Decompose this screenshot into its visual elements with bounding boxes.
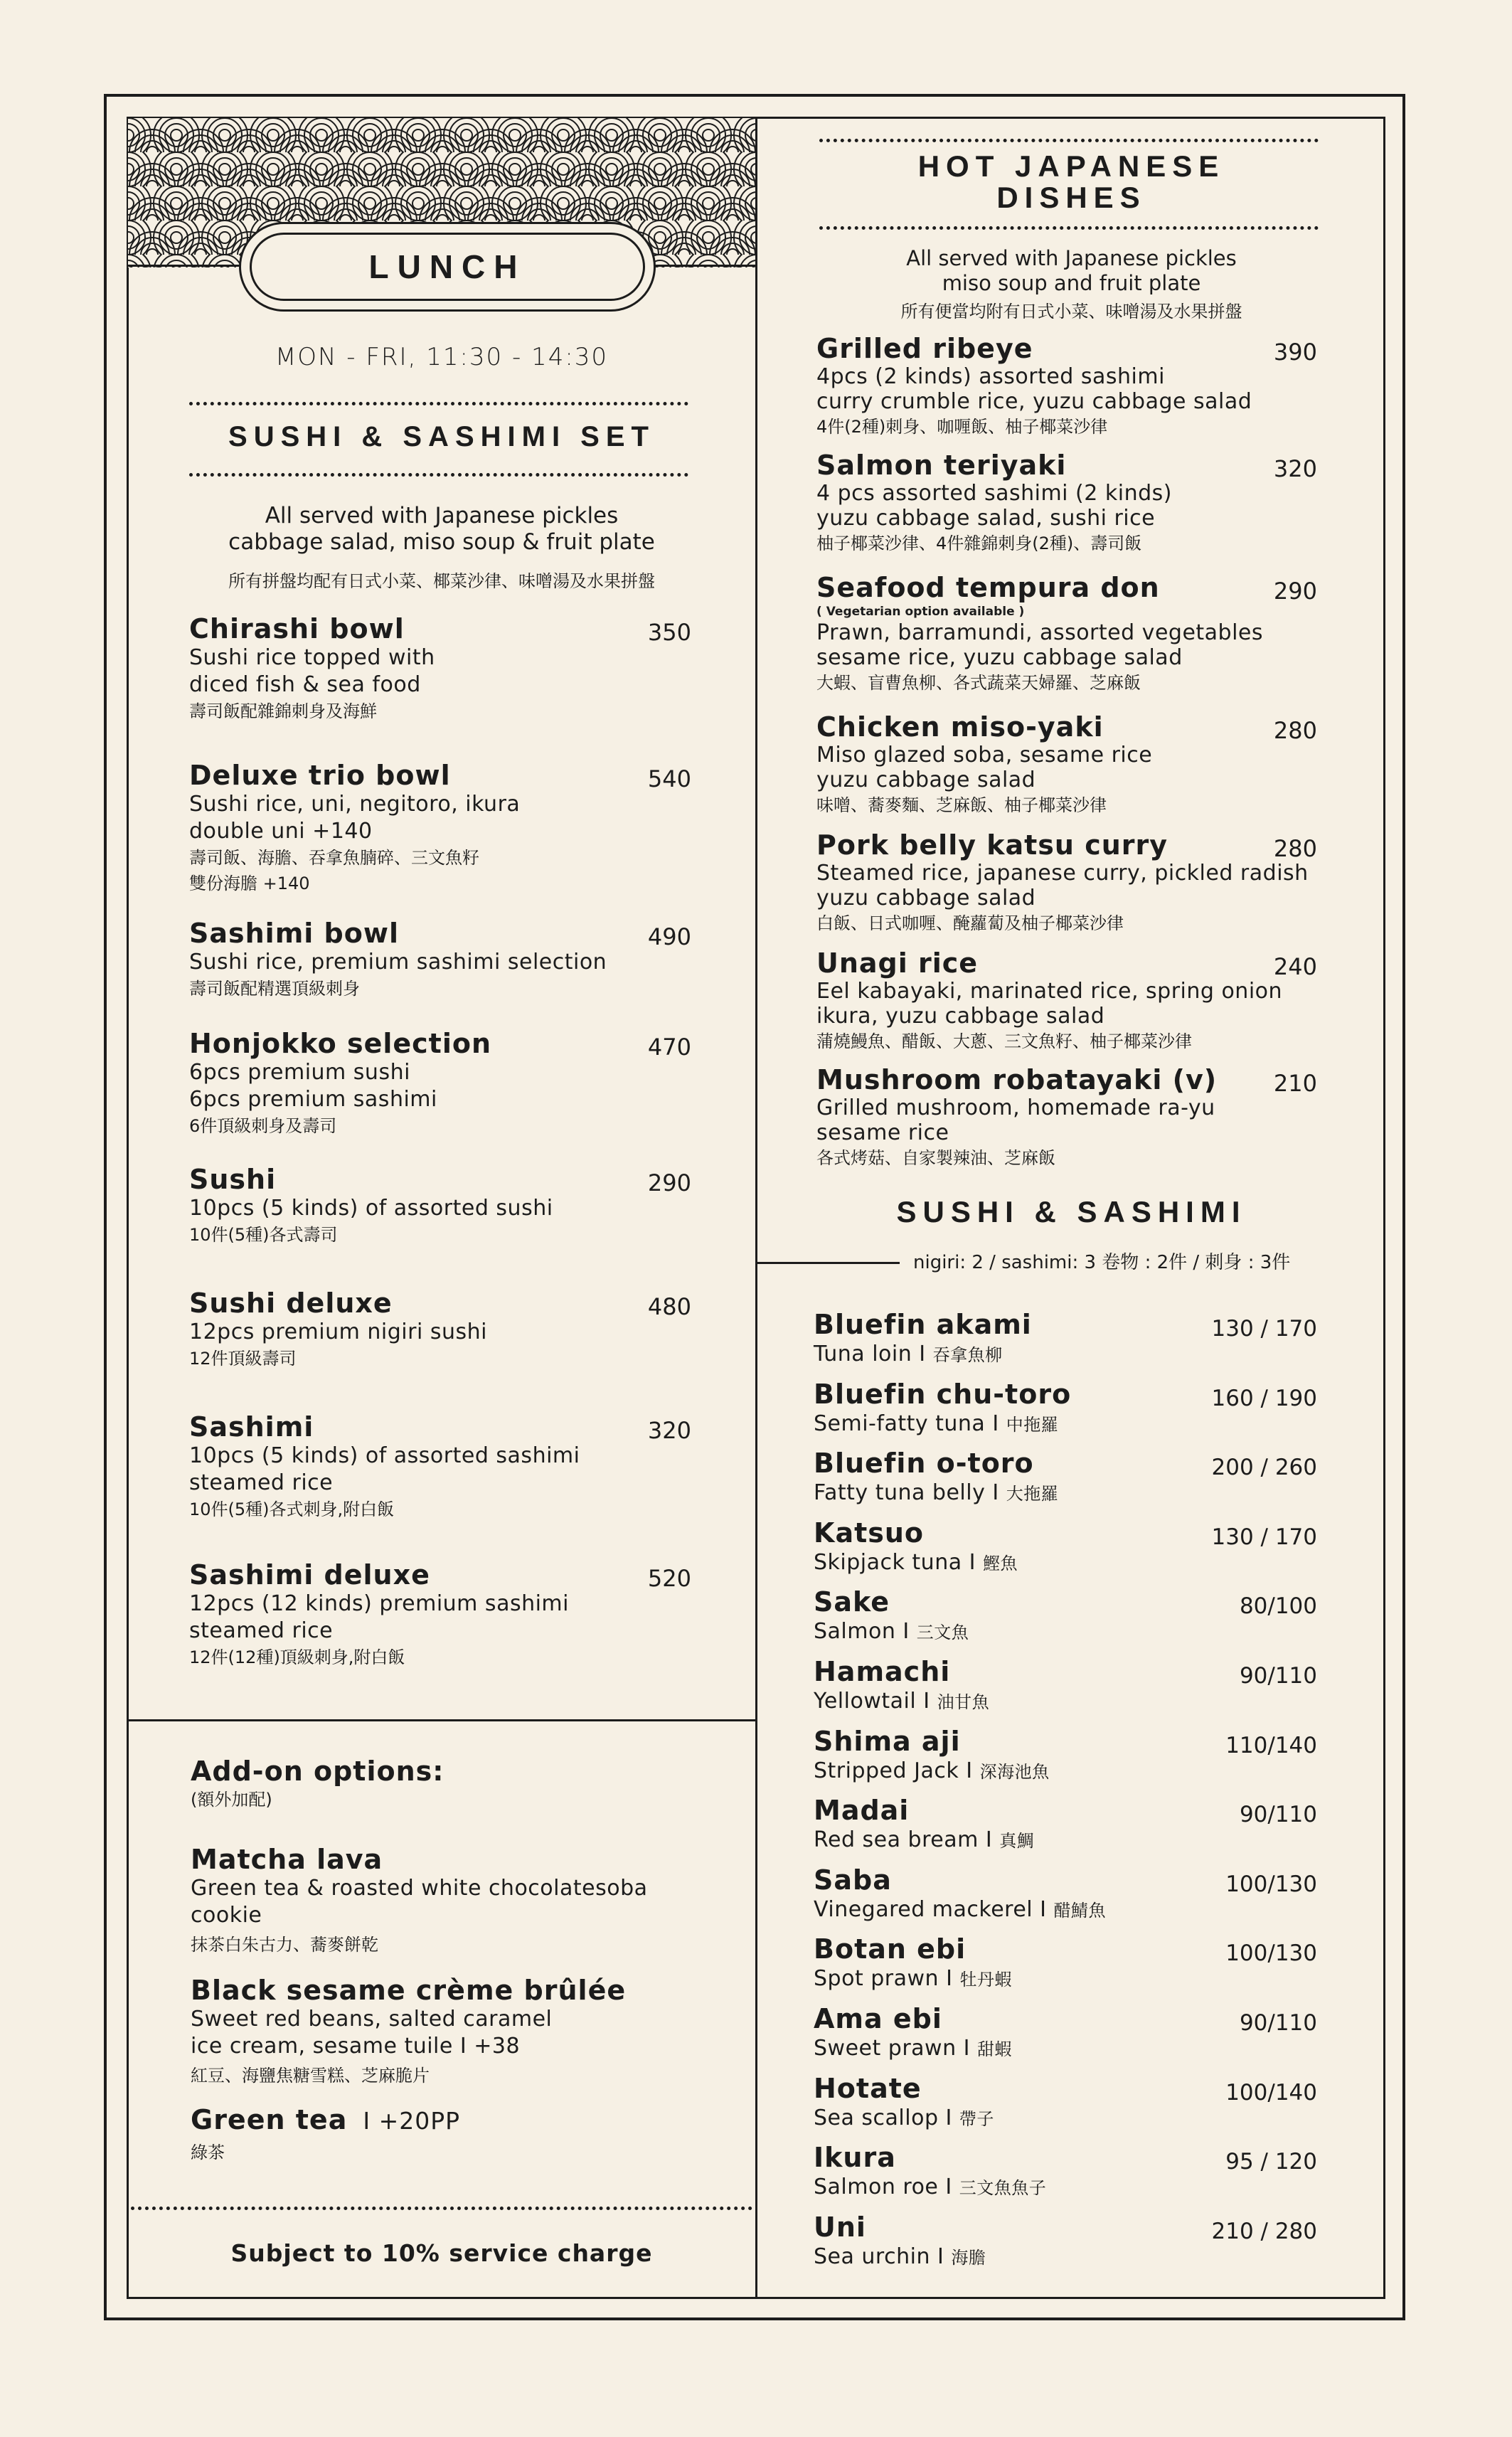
item-description-zh: 甜蝦 — [977, 2039, 1013, 2059]
item-name: Madai — [814, 1795, 910, 1827]
lunch-item — [189, 1164, 553, 1248]
item-description-en: Fatty tuna belly I — [814, 1480, 1006, 1506]
item-description: Miso glazed soba, sesame rice — [816, 743, 1153, 768]
addon-name-row — [191, 1975, 626, 2006]
hot-dishes-title-line-2: DISHES — [996, 181, 1146, 214]
item-description: Steamed rice, japanese curry, pickled radish — [816, 861, 1309, 886]
addon-item — [191, 1975, 626, 2088]
item-name: Matcha lava — [191, 1844, 383, 1875]
item-price: 100/140 — [1225, 2079, 1317, 2106]
item-price: 210 / 280 — [1211, 2218, 1317, 2244]
item-name: Green tea — [191, 2104, 348, 2135]
item-description — [814, 2104, 994, 2133]
item-description-en: Semi-fatty tuna I — [814, 1411, 1006, 1436]
hot-dish-item — [816, 450, 1172, 556]
dotted-divider — [131, 2207, 752, 2210]
item-description: curry crumble rice, yuzu cabbage salad — [816, 389, 1252, 414]
item-description: diced fish & sea food — [189, 672, 421, 697]
item-price: 95 / 120 — [1225, 2149, 1317, 2175]
item-description-zh: 醋鯖魚 — [1053, 1900, 1107, 1921]
item-name: Hamachi — [814, 1656, 951, 1687]
item-name: Sake — [814, 1586, 890, 1618]
item-description: 10pcs (5 kinds) of assorted sashimi — [189, 1443, 580, 1468]
item-description — [814, 1410, 1071, 1439]
item-name: Bluefin o-toro — [814, 1448, 1034, 1480]
item-name: Bluefin chu-toro — [814, 1378, 1072, 1410]
hot-dish-item — [816, 711, 1152, 818]
item-name: Katsuo — [814, 1517, 925, 1549]
lunch-item — [189, 918, 607, 1002]
sushi-item — [814, 1517, 1018, 1578]
lunch-item — [189, 1028, 491, 1139]
item-description: Grilled mushroom, homemade ra-yu — [816, 1095, 1215, 1120]
addons-title-zh: (額外加配) — [191, 1790, 272, 1810]
item-description: sesame rice, yuzu cabbage salad — [816, 645, 1183, 670]
set-note-1: All served with Japanese pickles — [265, 503, 619, 529]
sushi-set-title: SUSHI & SASHIMI SET — [228, 421, 655, 452]
addon-price-suffix: I +20PP — [363, 2107, 461, 2135]
sushi-item — [814, 1656, 989, 1716]
item-description: Sushi rice topped with — [189, 645, 435, 670]
item-description — [814, 2243, 986, 2272]
item-description-en: Yellowtail I — [814, 1689, 937, 1714]
item-name: Ikura — [814, 2142, 896, 2174]
hot-dish-item — [816, 829, 1309, 936]
sushi-item — [814, 2003, 1012, 2064]
item-name: Honjokko selection — [189, 1028, 492, 1059]
item-description-zh: 味噌、蕎麥麵、芝麻飯、柚子椰菜沙律 — [816, 795, 1107, 815]
lunch-item — [189, 1411, 580, 1522]
item-description-en: Vinegared mackerel I — [814, 1896, 1054, 1922]
item-price: 240 — [1273, 953, 1317, 980]
dotted-divider — [819, 226, 1319, 230]
item-description: Sushi rice, premium sashimi selection — [189, 950, 607, 975]
item-name: Deluxe trio bowl — [189, 760, 451, 791]
item-description-en: Sea scallop I — [814, 2105, 959, 2130]
item-description-en: Tuna loin I — [814, 1342, 933, 1366]
service-charge-note: Subject to 10% service charge — [230, 2239, 653, 2267]
addon-item — [191, 2104, 460, 2165]
item-description-zh: 紅豆、海鹽焦糖雪糕、芝麻脆片 — [191, 2066, 430, 2086]
item-description: 10pcs (5 kinds) of assorted sushi — [189, 1196, 553, 1221]
item-description-zh: 海膽 — [951, 2247, 986, 2268]
item-description-zh: 4件(2種)刺身、咖喱飯、柚子椰菜沙律 — [816, 417, 1108, 437]
item-price: 490 — [647, 923, 691, 950]
item-description: Prawn, barramundi, assorted vegetables — [816, 620, 1264, 645]
item-name: Sushi — [189, 1164, 277, 1195]
item-name: Unagi rice — [816, 947, 979, 979]
item-description-en: Stripped Jack I — [814, 1758, 980, 1783]
item-description-zh: 6件頂級刺身及壽司 — [189, 1116, 337, 1136]
item-name: Hotate — [814, 2072, 922, 2104]
addons-heading — [191, 1756, 444, 1812]
item-description-zh: 各式烤菇、自家製辣油、芝麻飯 — [816, 1148, 1055, 1168]
hot-note-zh: 所有便當均附有日式小菜、味噌湯及水果拼盤 — [900, 302, 1242, 322]
sushi-item — [814, 1448, 1058, 1508]
item-price: 90/110 — [1239, 1802, 1317, 1828]
item-name: Sashimi deluxe — [189, 1559, 430, 1591]
sushi-item — [814, 2212, 986, 2272]
item-description: ice cream, sesame tuile I +38 — [191, 2034, 521, 2059]
item-price: 200 / 260 — [1211, 1455, 1317, 1481]
item-price: 290 — [647, 1169, 691, 1196]
item-name: Grilled ribeye — [816, 333, 1033, 364]
item-description — [814, 1757, 1050, 1786]
item-description: 6pcs premium sashimi — [189, 1087, 437, 1112]
item-description: steamed rice — [189, 1618, 334, 1643]
item-name: Sashimi — [189, 1411, 314, 1443]
item-description: ikura, yuzu cabbage salad — [816, 1004, 1105, 1029]
item-description — [814, 1618, 969, 1647]
item-description — [814, 2034, 1012, 2064]
item-price: 540 — [647, 765, 691, 792]
addon-name-row — [191, 2104, 460, 2137]
lunch-item — [189, 1559, 569, 1670]
set-note-zh: 所有拼盤均配有日式小菜、椰菜沙律、味噌湯及水果拼盤 — [228, 571, 655, 591]
subtitle-rule — [757, 1262, 900, 1264]
addon-name-row — [191, 1844, 648, 1875]
addon-item — [191, 1844, 648, 1958]
item-description-zh: 壽司飯、海膽、吞拿魚腩碎、三文魚籽 — [189, 848, 479, 868]
lunch-item — [189, 1287, 487, 1371]
item-price: 100/130 — [1225, 1871, 1317, 1897]
item-description: yuzu cabbage salad — [816, 886, 1036, 910]
item-description-zh: 三文魚魚子 — [959, 2178, 1047, 2199]
item-description — [814, 1965, 1012, 1994]
item-price: 520 — [647, 1565, 691, 1592]
addon-divider — [128, 1719, 755, 1721]
item-description — [814, 1479, 1058, 1508]
dotted-divider — [819, 139, 1319, 142]
item-price: 350 — [647, 619, 691, 646]
item-price: 110/140 — [1225, 1732, 1317, 1758]
item-description-zh: 綠茶 — [191, 2143, 225, 2162]
sushi-sashimi-title: SUSHI & SASHIMI — [896, 1195, 1247, 1228]
item-description-zh: 蒲燒鰻魚、醋飯、大蔥、三文魚籽、柚子椰菜沙律 — [816, 1031, 1192, 1051]
sushi-item — [814, 1795, 1034, 1855]
hot-dish-item — [816, 572, 1263, 696]
item-description: yuzu cabbage salad — [816, 768, 1036, 792]
item-description: 4 pcs assorted sashimi (2 kinds) — [816, 481, 1172, 506]
item-price: 130 / 170 — [1211, 1524, 1317, 1550]
item-description-zh: 10件(5種)各式刺身,附白飯 — [189, 1499, 395, 1519]
item-description-zh: 真鯛 — [999, 1831, 1035, 1852]
item-description-zh: 深海池魚 — [979, 1761, 1050, 1782]
item-description-zh: 帶子 — [959, 2108, 994, 2129]
hot-dish-item — [816, 947, 1282, 1054]
item-description-zh: 吞拿魚柳 — [932, 1345, 1003, 1365]
item-name: Sushi deluxe — [189, 1287, 393, 1319]
item-price: 290 — [1273, 578, 1317, 605]
item-description-zh: 10件(5種)各式壽司 — [189, 1225, 338, 1245]
sushi-item — [814, 1864, 1106, 1925]
item-description-zh: 柚子椰菜沙律、4件雜錦刺身(2種)、壽司飯 — [816, 533, 1142, 553]
item-description — [814, 1896, 1106, 1925]
sushi-item — [814, 2142, 1046, 2202]
item-name: Sashimi bowl — [189, 918, 399, 949]
sushi-sashimi-subtitle: nigiri: 2 / sashimi: 3 卷物 : 2件 / 刺身 : 3件 — [913, 1252, 1291, 1273]
item-name: Bluefin akami — [814, 1309, 1032, 1340]
item-name: Chicken miso-yaki — [816, 711, 1104, 743]
item-description — [814, 1826, 1034, 1855]
item-description-en: Spot prawn I — [814, 1966, 960, 1992]
hot-note-1: All served with Japanese pickles — [906, 246, 1237, 270]
item-description: Green tea & roasted white chocolatesoba — [191, 1876, 648, 1901]
item-description-zh: 大拖羅 — [1006, 1484, 1059, 1504]
hot-dish-item — [816, 1064, 1217, 1171]
hot-note-2: miso soup and fruit plate — [942, 271, 1201, 295]
item-description — [814, 1687, 989, 1716]
sushi-item — [814, 1379, 1071, 1439]
dotted-divider — [189, 473, 688, 477]
item-description: 4pcs (2 kinds) assorted sashimi — [816, 364, 1165, 389]
sushi-item — [814, 1726, 1050, 1786]
item-name: Ama ebi — [814, 2003, 942, 2034]
item-price: 280 — [1273, 717, 1317, 744]
item-description: double uni +140 — [189, 819, 373, 844]
lunch-title: LUNCH — [368, 248, 526, 285]
sushi-item — [814, 2073, 994, 2133]
vegetarian-note: ( Vegetarian option available ) — [816, 605, 1025, 619]
item-description: Sweet red beans, salted caramel — [191, 2007, 553, 2032]
hot-dishes-title — [757, 151, 1385, 213]
item-description-zh: 三文魚 — [916, 1623, 969, 1643]
item-price: 480 — [647, 1293, 691, 1320]
item-price: 130 / 170 — [1211, 1316, 1317, 1342]
item-name: Chirashi bowl — [189, 613, 405, 644]
item-price: 80/100 — [1239, 1593, 1317, 1620]
item-price: 470 — [647, 1034, 691, 1061]
item-description-en: Sweet prawn I — [814, 2036, 978, 2061]
item-description: sesame rice — [816, 1120, 949, 1145]
item-description-en: Salmon roe I — [814, 2175, 959, 2200]
item-price: 100/130 — [1225, 1940, 1317, 1967]
item-description-zh: 雙份海膽 +140 — [189, 874, 310, 893]
item-description-zh: 抹茶白朱古力、蕎麥餅乾 — [191, 1935, 378, 1955]
sushi-item — [814, 1309, 1032, 1369]
item-name: Saba — [814, 1864, 892, 1896]
lunch-hours: MON - FRI, 11:30 - 14:30 — [275, 343, 609, 371]
item-price: 280 — [1273, 835, 1317, 862]
item-description-zh: 12件頂級壽司 — [189, 1349, 297, 1369]
item-description: cookie — [191, 1903, 262, 1928]
item-description-zh: 12件(12種)頂級刺身,附白飯 — [189, 1647, 405, 1667]
dotted-divider — [189, 402, 688, 405]
item-price: 320 — [647, 1417, 691, 1444]
addons-title: Add-on options: — [191, 1756, 444, 1787]
item-description-en: Red sea bream I — [814, 1827, 1000, 1853]
sushi-item — [814, 1586, 969, 1647]
item-name: Botan ebi — [814, 1933, 967, 1965]
item-description-zh: 中拖羅 — [1006, 1414, 1059, 1435]
item-description-zh: 大蝦、盲曹魚柳、各式蔬菜天婦羅、芝麻飯 — [816, 673, 1141, 693]
item-description-zh: 壽司飯配精選頂級刺身 — [189, 979, 360, 999]
item-description — [814, 2173, 1046, 2202]
item-description-zh: 鰹魚 — [983, 1553, 1018, 1573]
item-description-zh: 壽司飯配雜錦刺身及海鮮 — [189, 701, 377, 721]
item-name: Pork belly katsu curry — [816, 829, 1168, 861]
item-price: 90/110 — [1239, 2010, 1317, 2036]
item-description-en: Sea urchin I — [814, 2244, 952, 2269]
item-name: Seafood tempura don — [816, 572, 1160, 603]
item-description: yuzu cabbage salad, sushi rice — [816, 506, 1156, 531]
item-price: 210 — [1273, 1070, 1317, 1097]
item-description: 12pcs (12 kinds) premium sashimi — [189, 1591, 569, 1616]
lunch-item — [189, 760, 520, 896]
lunch-item — [189, 613, 435, 724]
hot-dishes-title-line-1: HOT JAPANESE — [917, 149, 1225, 183]
item-description: Sushi rice, uni, negitoro, ikura — [189, 792, 521, 817]
item-description: steamed rice — [189, 1470, 334, 1495]
item-price: 160 / 190 — [1211, 1385, 1317, 1411]
item-name: Uni — [814, 2211, 866, 2243]
item-description — [814, 1340, 1032, 1369]
sushi-item — [814, 1933, 1012, 1994]
item-description: 6pcs premium sushi — [189, 1060, 410, 1085]
lunch-title-badge — [239, 222, 656, 312]
item-description-zh: 牡丹蝦 — [959, 1970, 1012, 1990]
item-description: 12pcs premium nigiri sushi — [189, 1320, 487, 1344]
hot-dish-item — [816, 333, 1252, 440]
item-name: Black sesame crème brûlée — [191, 1975, 627, 2006]
item-price: 320 — [1273, 455, 1317, 482]
item-name: Salmon teriyaki — [816, 450, 1067, 481]
set-note-2: cabbage salad, miso soup & fruit plate — [228, 529, 655, 555]
item-description-en: Salmon I — [814, 1619, 917, 1645]
item-name: Mushroom robatayaki (v) — [816, 1064, 1218, 1095]
item-description: Eel kabayaki, marinated rice, spring onion — [816, 979, 1283, 1004]
item-price: 390 — [1273, 339, 1317, 366]
item-price: 90/110 — [1239, 1663, 1317, 1689]
item-description-en: Skipjack tuna I — [814, 1549, 984, 1575]
item-description — [814, 1549, 1018, 1578]
item-description-zh: 油甘魚 — [937, 1692, 990, 1712]
item-description-zh: 白飯、日式咖喱、醃蘿蔔及柚子椰菜沙律 — [816, 913, 1124, 933]
item-name: Shima aji — [814, 1725, 961, 1757]
